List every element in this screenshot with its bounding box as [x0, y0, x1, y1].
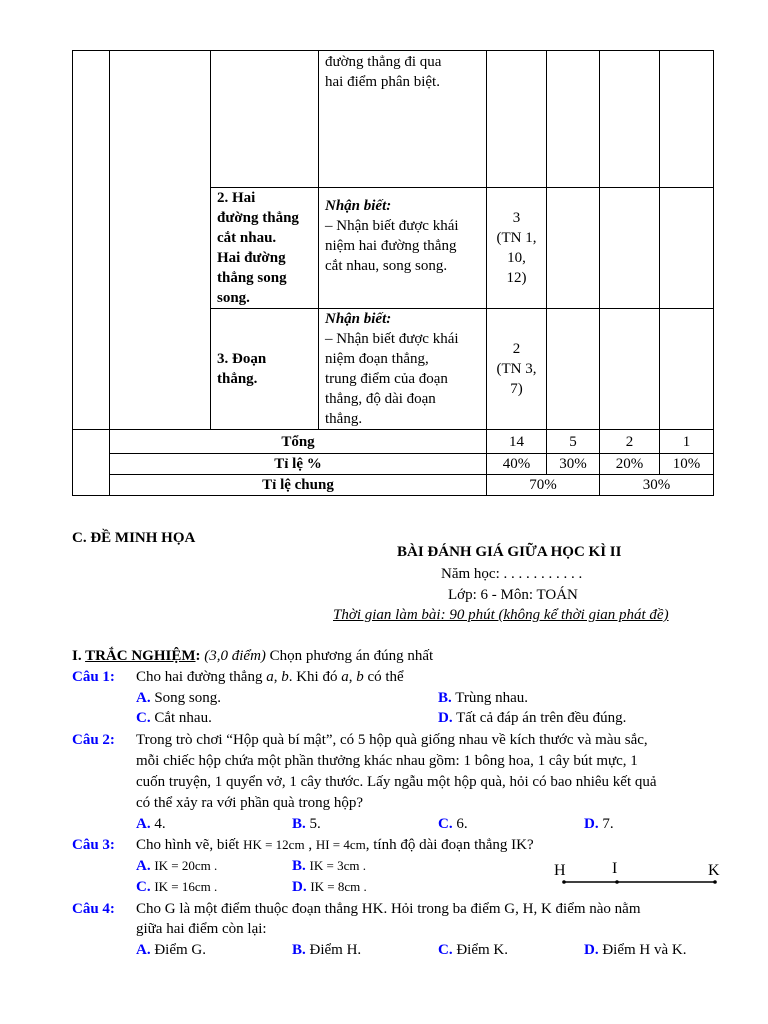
- table-cell-empty: [660, 309, 714, 430]
- option-text: Điểm G.: [150, 942, 207, 958]
- option-text: IK = 16cm .: [154, 879, 218, 894]
- question-text-line: có thể xảy ra với phần quà trong hộp?: [136, 795, 364, 811]
- answer-option[interactable]: [136, 814, 166, 834]
- point-h: [562, 880, 566, 884]
- answer-option[interactable]: [292, 877, 367, 897]
- table-cell-empty: [487, 51, 547, 188]
- ratio-label: Tỉ lệ %: [110, 454, 487, 475]
- table-cell-empty: [600, 188, 660, 309]
- count-line: 12): [506, 270, 527, 286]
- common-label: Tỉ lệ chung: [110, 475, 487, 496]
- option-text: IK = 3cm .: [309, 858, 366, 873]
- option-key: B.: [292, 816, 306, 832]
- table-cell-empty: [600, 309, 660, 430]
- ratio-value: 30%: [547, 454, 600, 475]
- requirement-cell: [319, 51, 487, 188]
- requirement-line: hai điểm phân biệt.: [325, 74, 440, 90]
- ratio-value: 40%: [487, 454, 547, 475]
- answer-option[interactable]: [584, 814, 614, 834]
- table-cell-empty: [660, 51, 714, 188]
- question-text-part: , tính độ dài đoạn thẳng IK?: [365, 837, 534, 853]
- total-label: Tổng: [110, 430, 487, 454]
- common-value: 70%: [487, 475, 600, 496]
- table-cell-empty: [211, 51, 319, 188]
- answer-option[interactable]: [136, 877, 217, 897]
- section-heading: C. ĐỀ MINH HỌA: [72, 530, 196, 546]
- question-text-line: cuốn truyện, 1 quyển vở, 1 cây thước. Lấy ngẫu một hộp quà, hỏi có bao nhiêu kết quả: [136, 774, 657, 790]
- requirement-line: niệm đoạn thẳng,: [325, 351, 429, 367]
- answer-option[interactable]: [292, 814, 321, 834]
- option-key: D.: [584, 816, 599, 832]
- point-label-i: I: [612, 860, 618, 877]
- requirement-line: trung điểm của đoạn: [325, 371, 448, 387]
- count-cell: [487, 188, 547, 309]
- exam-time: Thời gian làm bài: 90 phút (không kể thời gian phát đề): [333, 607, 669, 623]
- math-expression: HI = 4cm: [315, 837, 366, 852]
- option-key: B.: [292, 942, 306, 958]
- option-key: B.: [438, 690, 452, 706]
- topic-cell: [211, 188, 319, 309]
- table-row-total: [73, 430, 714, 454]
- part1-title: TRẮC NGHIỆM: [85, 648, 196, 664]
- requirement-line: cắt nhau, song song.: [325, 258, 448, 274]
- option-text: 4.: [150, 816, 166, 832]
- table-cell-empty: [660, 188, 714, 309]
- level-label: Nhận biết:: [325, 311, 392, 327]
- segment-drawing: [550, 860, 730, 890]
- total-value: 5: [547, 430, 600, 454]
- question-text: Cho hai đường thẳng a, b. Khi đó a, b có thể: [136, 669, 404, 685]
- matrix-table: [72, 50, 714, 496]
- answer-option[interactable]: [438, 940, 508, 960]
- common-value: 30%: [600, 475, 714, 496]
- option-key: C.: [438, 942, 453, 958]
- option-key: B.: [292, 858, 306, 874]
- topic-line: cắt nhau.: [217, 230, 277, 246]
- topic-line: song.: [217, 290, 250, 306]
- topic-line: thẳng song: [217, 270, 287, 286]
- count-line: 2: [512, 341, 521, 357]
- count-line: 7): [510, 381, 523, 397]
- question-text-line: mỗi chiếc hộp chứa một phần thưởng khác nhau gồm: 1 bông hoa, 1 cây bút mực, 1: [136, 753, 638, 769]
- question-text: Cho hình vẽ, biết HK = 12cm , HI = 4cm, tính độ dài đoạn thẳng IK?: [136, 837, 534, 853]
- requirement-line: đường thẳng đi qua: [325, 54, 442, 70]
- answer-option[interactable]: [136, 856, 217, 876]
- requirement-line: – Nhận biết được khái: [325, 331, 459, 347]
- option-text: IK = 20cm .: [154, 858, 218, 873]
- option-key: A.: [136, 816, 151, 832]
- topic-line: Hai đường: [217, 250, 286, 266]
- topic-line: thẳng.: [217, 371, 258, 387]
- class-subject: Lớp: 6 - Môn: TOÁN: [448, 587, 578, 603]
- count-line: 10,: [507, 250, 526, 266]
- option-key: D.: [292, 879, 307, 895]
- requirement-cell: [319, 188, 487, 309]
- option-text: IK = 8cm .: [310, 879, 367, 894]
- requirement-line: thẳng.: [325, 411, 363, 427]
- option-key: A.: [136, 690, 151, 706]
- school-year: Năm học: . . . . . . . . . . .: [441, 566, 583, 582]
- answer-option[interactable]: [292, 940, 361, 960]
- answer-option[interactable]: [438, 814, 468, 834]
- table-cell-empty: [547, 51, 600, 188]
- answer-option[interactable]: [136, 708, 212, 728]
- count-line: (TN 3,: [496, 361, 537, 377]
- requirement-line: – Nhận biết được khái: [325, 218, 459, 234]
- part1-colon: :: [195, 648, 201, 664]
- option-key: C.: [136, 879, 151, 895]
- part1-numeral: I.: [72, 648, 86, 664]
- point-label-h: H: [554, 862, 566, 879]
- question-label: Câu 1:: [72, 669, 115, 685]
- table-row-ratio: [73, 454, 714, 475]
- total-value: 1: [660, 430, 714, 454]
- answer-option[interactable]: [438, 708, 626, 728]
- option-key: C.: [136, 710, 151, 726]
- option-text: 5.: [305, 816, 321, 832]
- option-key: D.: [584, 942, 599, 958]
- table-cell-empty: [73, 430, 110, 496]
- topic-line: 3. Đoạn: [217, 351, 267, 367]
- answer-option[interactable]: [136, 940, 206, 960]
- table-cell-empty: [110, 51, 211, 430]
- table-cell-empty: [547, 309, 600, 430]
- point-i: [615, 880, 619, 884]
- total-value: 14: [487, 430, 547, 454]
- option-text: Điểm H và K.: [598, 942, 687, 958]
- requirement-cell: [319, 309, 487, 430]
- option-key: A.: [136, 942, 151, 958]
- table-row-common: [73, 475, 714, 496]
- point-k: [713, 880, 717, 884]
- option-text: Điểm H.: [305, 942, 362, 958]
- question-text-line: Cho G là một điểm thuộc đoạn thẳng HK. Hỏi trong ba điểm G, H, K điểm nào nằm: [136, 901, 641, 917]
- count-line: (TN 1,: [496, 230, 537, 246]
- answer-option[interactable]: [136, 688, 221, 708]
- ratio-value: 20%: [600, 454, 660, 475]
- answer-option[interactable]: [438, 688, 528, 708]
- part1-points: (3,0 điểm): [200, 648, 266, 664]
- level-label: Nhận biết:: [325, 198, 392, 214]
- total-value: 2: [600, 430, 660, 454]
- table-cell-empty: [547, 188, 600, 309]
- question-label: Câu 3:: [72, 837, 115, 853]
- exam-title: BÀI ĐÁNH GIÁ GIỮA HỌC KÌ II: [397, 544, 622, 560]
- answer-option[interactable]: [584, 940, 687, 960]
- requirement-line: niệm hai đường thẳng: [325, 238, 457, 254]
- option-text: 7.: [598, 816, 614, 832]
- option-text: Trùng nhau.: [451, 690, 529, 706]
- topic-line: 2. Hai: [217, 190, 256, 206]
- question-text-line: Trong trò chơi “Hộp quà bí mật”, có 5 hộp quà giống nhau về kích thước và màu sắc,: [136, 732, 648, 748]
- count-cell: [487, 309, 547, 430]
- segment-figure: [550, 860, 730, 890]
- question-text-line: giữa hai điểm còn lại:: [136, 921, 267, 937]
- part1-instruction: Chọn phương án đúng nhất: [265, 648, 434, 664]
- option-key: C.: [438, 816, 453, 832]
- topic-cell: [211, 309, 319, 430]
- option-text: Song song.: [150, 690, 222, 706]
- option-text: 6.: [452, 816, 468, 832]
- topic-line: đường thẳng: [217, 210, 299, 226]
- requirement-line: thẳng, độ dài đoạn: [325, 391, 436, 407]
- answer-option[interactable]: [292, 856, 366, 876]
- table-cell-empty: [600, 51, 660, 188]
- table-row: [73, 51, 714, 188]
- option-text: Tất cả đáp án trên đều đúng.: [452, 710, 627, 726]
- option-key: D.: [438, 710, 453, 726]
- question-label: Câu 4:: [72, 901, 115, 917]
- option-text: Cắt nhau.: [150, 710, 212, 726]
- part1-heading: [72, 646, 433, 666]
- option-text: Điểm K.: [452, 942, 509, 958]
- math-expression: HK = 12cm: [243, 837, 305, 852]
- count-line: 3: [512, 210, 521, 226]
- option-key: A.: [136, 858, 151, 874]
- ratio-value: 10%: [660, 454, 714, 475]
- question-label: Câu 2:: [72, 732, 115, 748]
- table-cell-empty: [73, 51, 110, 430]
- point-label-k: K: [708, 862, 720, 879]
- question-text-part: Cho hình vẽ, biết: [136, 837, 244, 853]
